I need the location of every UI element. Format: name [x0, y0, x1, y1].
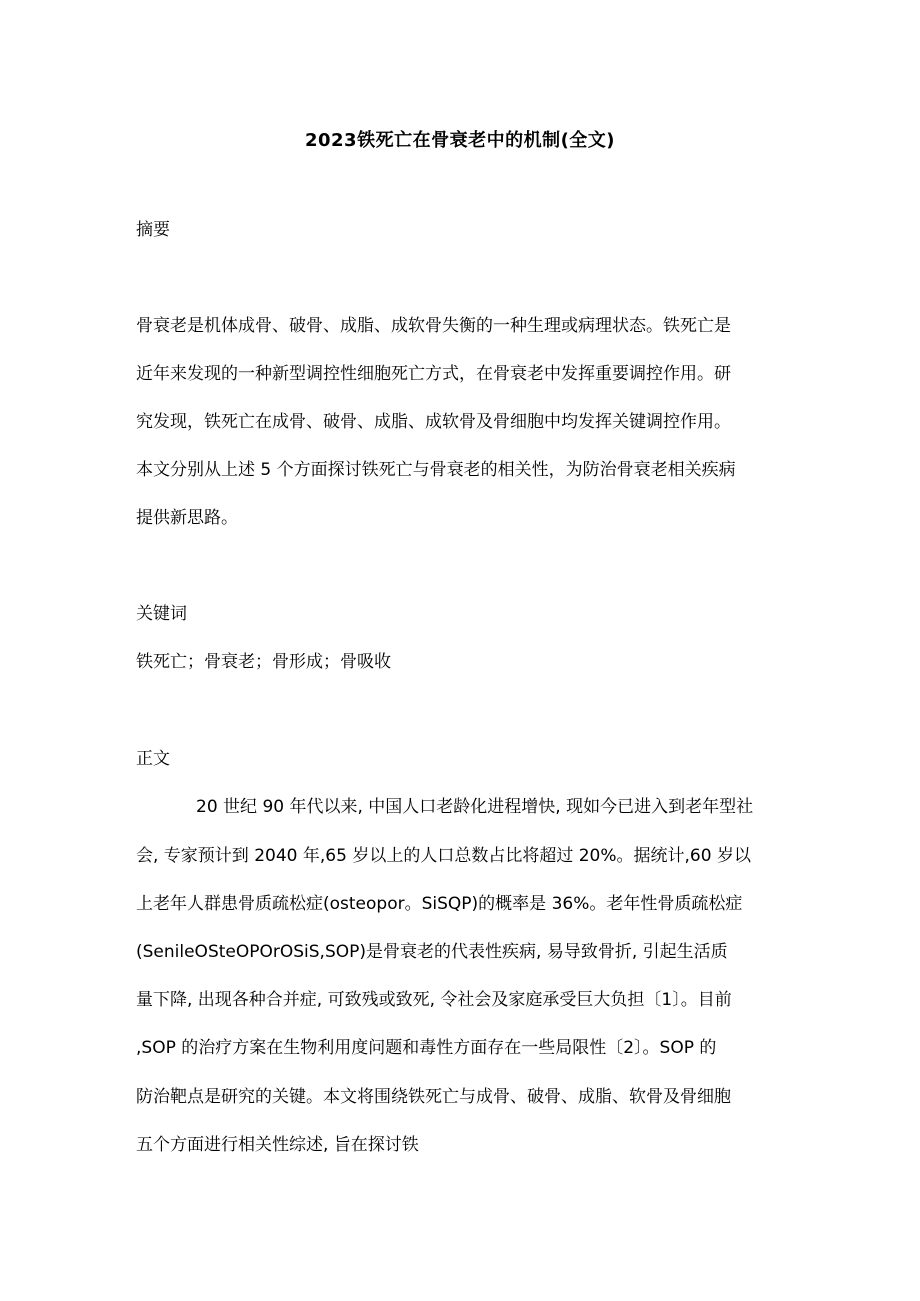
- abstract-line: 近年来发现的一种新型调控性细胞死亡方式，在骨衰老中发挥重要调控作用。研: [136, 364, 731, 384]
- abstract-heading: 摘要: [136, 220, 170, 240]
- body-line: 量下降, 出现各种合并症, 可致残或致死, 令社会及家庭承受巨大负担〔1〕。目前: [136, 990, 732, 1010]
- abstract-line: 究发现，铁死亡在成骨、破骨、成脂、成软骨及骨细胞中均发挥关键调控作用。: [136, 412, 731, 432]
- abstract-line: 提供新思路。: [136, 508, 238, 528]
- body-line: 20 世纪 90 年代以来, 中国人口老龄化进程增快, 现如今已进入到老年型社: [196, 797, 754, 817]
- document-title: 2023铁死亡在骨衰老中的机制(全文): [304, 130, 616, 151]
- keywords-heading: 关键词: [136, 604, 187, 624]
- abstract-line: 本文分别从上述 5 个方面探讨铁死亡与骨衰老的相关性，为防治骨衰老相关疾病: [136, 460, 736, 480]
- body-line: (SenileOSteOPOrOSiS,SOP)是骨衰老的代表性疾病, 易导致骨折, 引起生活质: [136, 942, 728, 962]
- keywords-text: 铁死亡；骨衰老；骨形成；骨吸收: [136, 652, 391, 672]
- abstract-line: 骨衰老是机体成骨、破骨、成脂、成软骨失衡的一种生理或病理状态。铁死亡是: [136, 316, 731, 336]
- body-line: ,SOP 的治疗方案在生物利用度问题和毒性方面存在一些局限性〔2〕。SOP 的: [136, 1038, 717, 1058]
- body-line: 上老年人群患骨质疏松症(osteopor。SiSQP)的概率是 36%。老年性骨质疏松症: [136, 894, 743, 914]
- body-line: 防治靶点是研究的关键。本文将围绕铁死亡与成骨、破骨、成脂、软骨及骨细胞: [136, 1087, 731, 1107]
- body-line: 会, 专家预计到 2040 年,65 岁以上的人口总数占比将超过 20%。据统计,60 岁以: [136, 846, 751, 866]
- body-line: 五个方面进行相关性综述, 旨在探讨铁: [136, 1135, 419, 1155]
- body-heading: 正文: [136, 749, 170, 769]
